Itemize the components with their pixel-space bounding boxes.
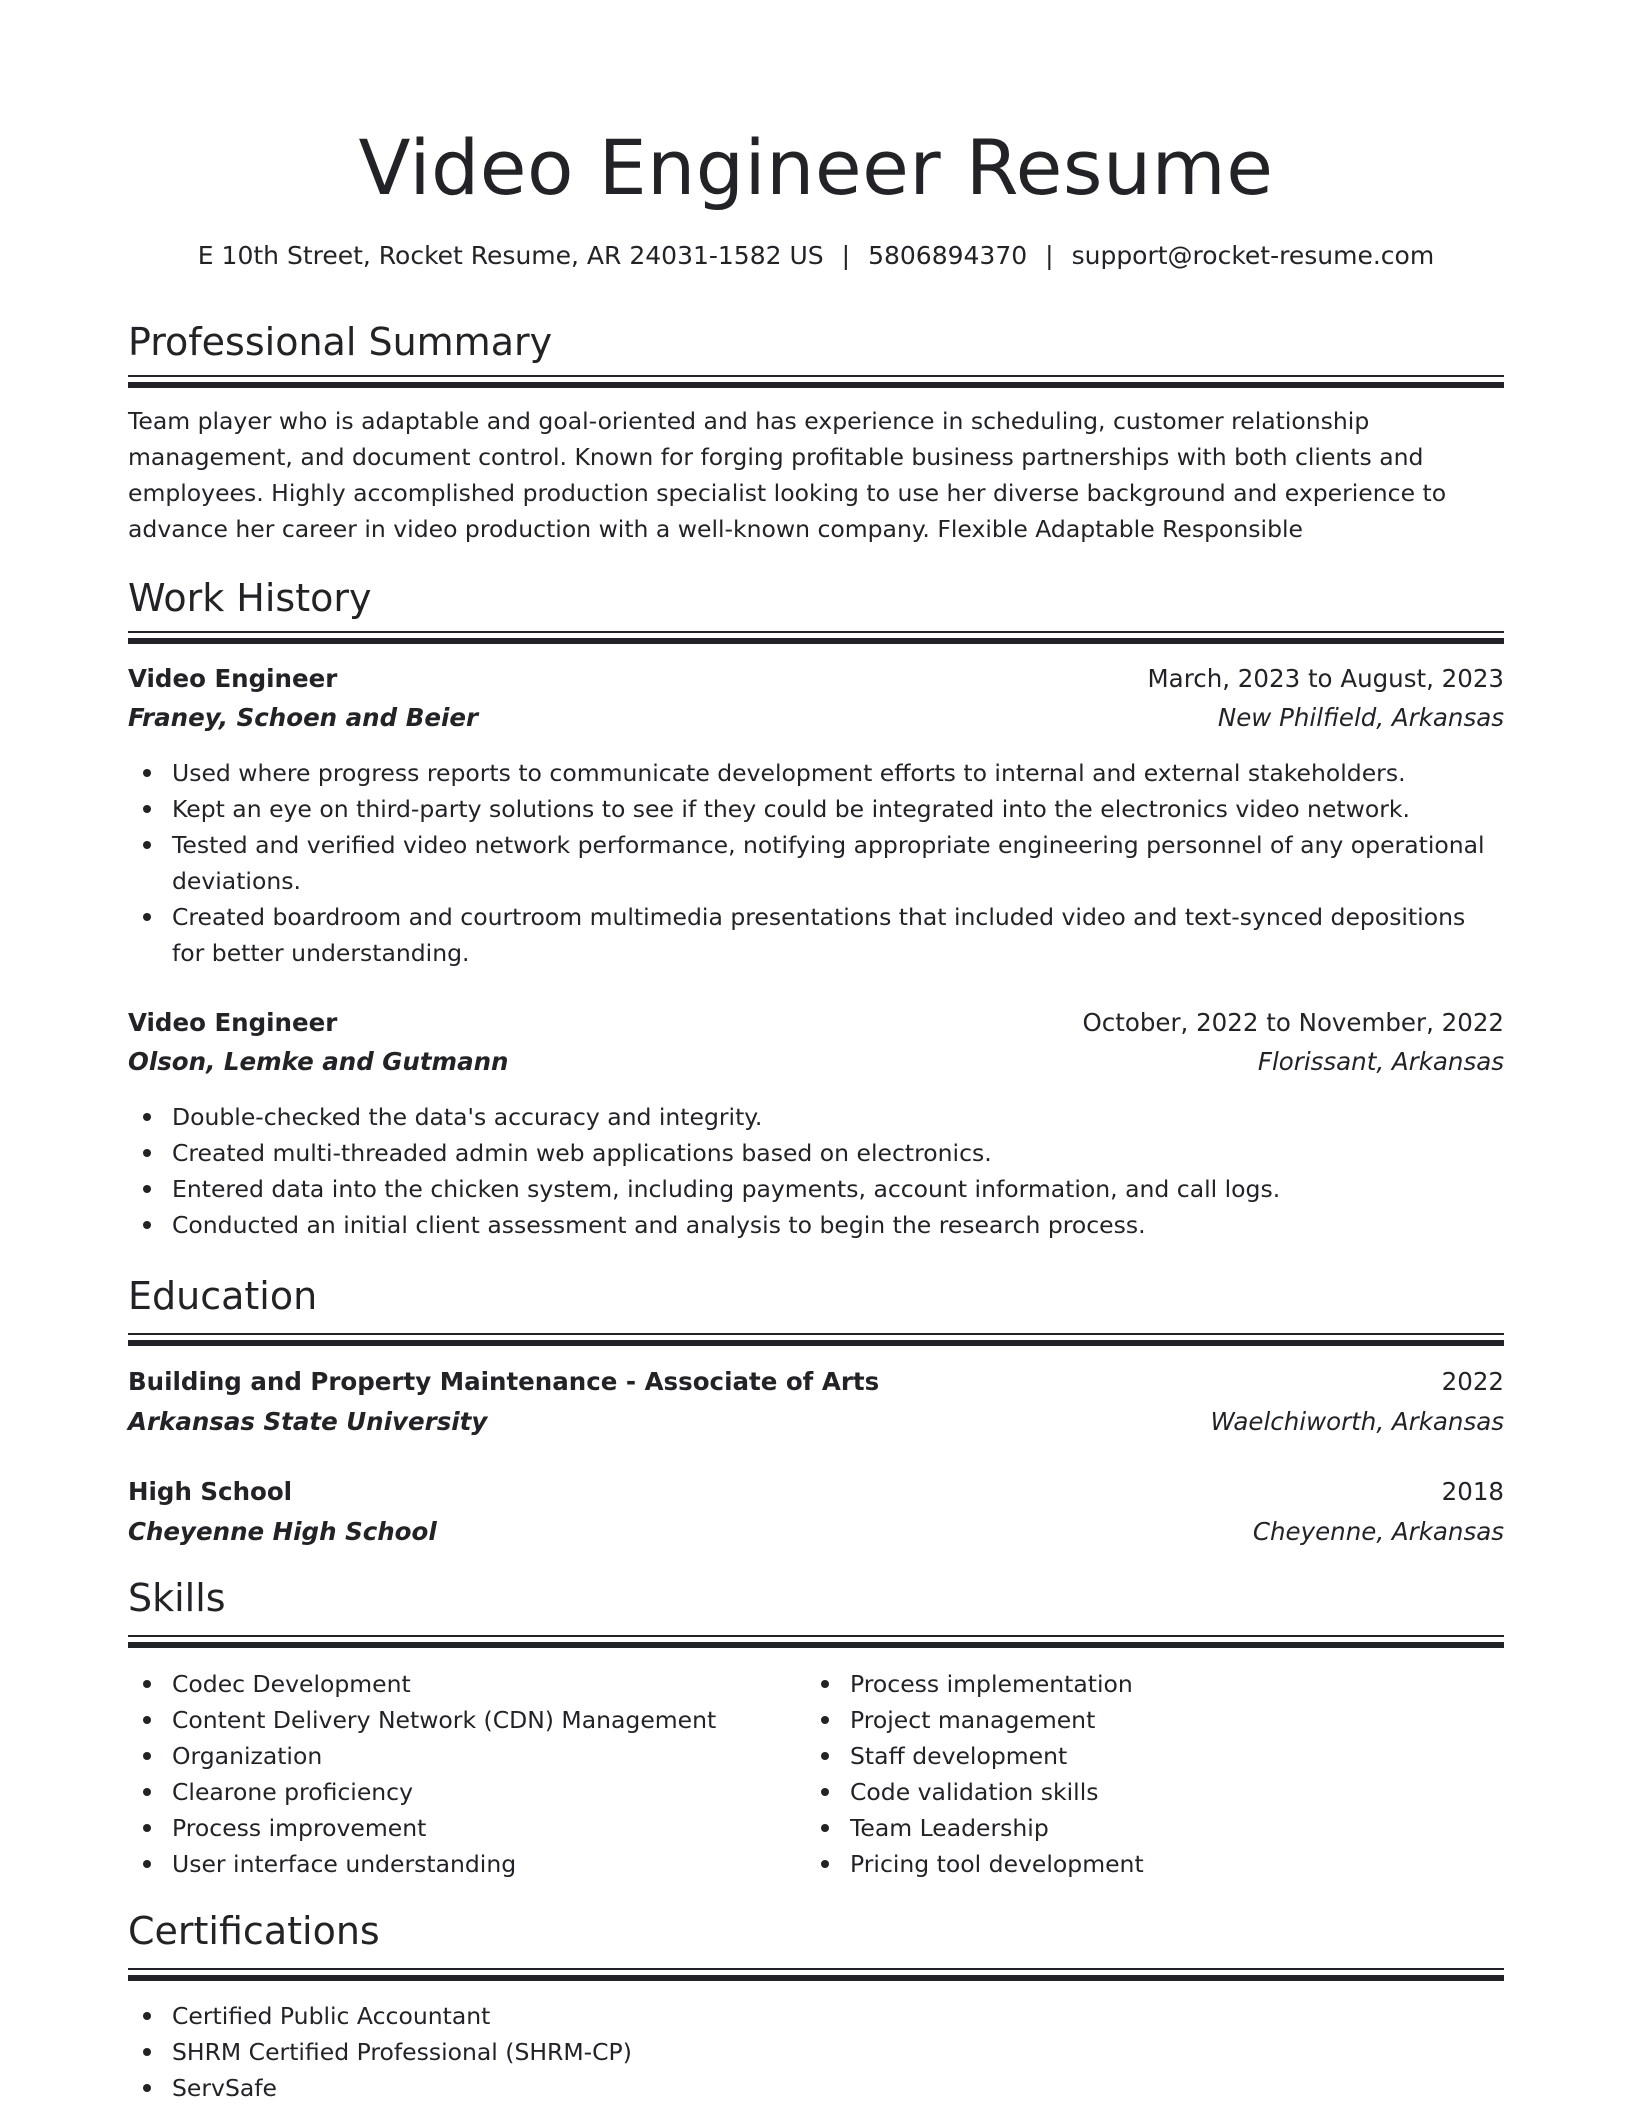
- job-header: [128, 660, 1504, 698]
- contact-address: E 10th Street, Rocket Resume, AR 24031-1582 US: [197, 241, 824, 270]
- education-year: 2022: [1441, 1367, 1504, 1396]
- list-item: Tested and verified video network performance, notifying appropriate engineering personnel of any operational deviations.: [128, 827, 1504, 899]
- section-divider: [128, 1635, 1504, 1649]
- list-item: Double-checked the data's accuracy and integrity.: [128, 1099, 1504, 1135]
- skills-list-left: [128, 1666, 788, 1882]
- list-item: Code validation skills: [806, 1774, 1504, 1810]
- education-school: Cheyenne High School: [128, 1517, 437, 1546]
- education-header: [128, 1363, 1504, 1401]
- job-company: Olson, Lemke and Gutmann: [128, 1047, 509, 1076]
- education-subheader: [128, 1513, 1504, 1551]
- job-company: Franey, Schoen and Beier: [128, 703, 479, 732]
- list-item: ServSafe: [128, 2070, 1504, 2106]
- list-item: Organization: [128, 1738, 788, 1774]
- list-item: Team Leadership: [806, 1810, 1504, 1846]
- list-item: Created boardroom and courtroom multimedia presentations that included video and text-synced depositions for better understanding.: [128, 899, 1504, 971]
- education-year: 2018: [1441, 1477, 1504, 1506]
- education-school: Arkansas State University: [128, 1407, 488, 1436]
- list-item: Project management: [806, 1702, 1504, 1738]
- list-item: Created multi-threaded admin web applications based on electronics.: [128, 1135, 1504, 1171]
- contact-separator: |: [1045, 241, 1054, 270]
- education-location: Cheyenne, Arkansas: [1252, 1517, 1504, 1546]
- list-item: Used where progress reports to communicate development efforts to internal and external stakeholders.: [128, 755, 1504, 791]
- list-item: Process improvement: [128, 1810, 788, 1846]
- section-title-summary: Professional Summary: [128, 320, 553, 364]
- job-header: [128, 1004, 1504, 1042]
- contact-separator: |: [841, 241, 851, 270]
- job-bullets: [128, 1099, 1504, 1243]
- list-item: Process implementation: [806, 1666, 1504, 1702]
- contact-email: support@rocket-resume.com: [1071, 241, 1435, 270]
- certifications-list: [128, 1998, 1504, 2106]
- list-item: Entered data into the chicken system, including payments, account information, and call logs.: [128, 1171, 1504, 1207]
- education-location: Waelchiworth, Arkansas: [1210, 1407, 1504, 1436]
- contact-phone: 5806894370: [868, 241, 1028, 270]
- list-item: Certified Public Accountant: [128, 1998, 1504, 2034]
- job-subheader: [128, 699, 1504, 737]
- contact-line: [128, 238, 1504, 274]
- job-dates: October, 2022 to November, 2022: [1082, 1008, 1504, 1037]
- resume-title: Video Engineer Resume: [358, 123, 1274, 212]
- education-degree: High School: [128, 1477, 293, 1506]
- list-item: Staff development: [806, 1738, 1504, 1774]
- skills-list-right: [806, 1666, 1504, 1882]
- job-subheader: [128, 1043, 1504, 1081]
- summary-text: Team player who is adaptable and goal-oriented and has experience in scheduling, customer relationship management, and document control. Known for forging profitable business partnerships with both clients and employees. Highly accomplished production specialist looking to use her diverse background and experience to advance her career in video production with a well-known company. Flexible Adaptable Responsible: [128, 407, 1447, 543]
- section-title-skills: Skills: [128, 1576, 226, 1620]
- list-item: Content Delivery Network (CDN) Management: [128, 1702, 788, 1738]
- job-role: Video Engineer: [128, 664, 338, 693]
- list-item: Kept an eye on third-party solutions to see if they could be integrated into the electronics video network.: [128, 791, 1504, 827]
- section-title-certifications: Certifications: [128, 1909, 380, 1953]
- job-role: Video Engineer: [128, 1008, 338, 1037]
- section-divider: [128, 1968, 1504, 1982]
- education-degree: Building and Property Maintenance - Associate of Arts: [128, 1367, 880, 1396]
- list-item: SHRM Certified Professional (SHRM-CP): [128, 2034, 1504, 2070]
- job-location: Florissant, Arkansas: [1257, 1047, 1504, 1076]
- section-title-work: Work History: [128, 576, 372, 620]
- list-item: Pricing tool development: [806, 1846, 1504, 1882]
- list-item: Codec Development: [128, 1666, 788, 1702]
- list-item: User interface understanding: [128, 1846, 788, 1882]
- section-divider: [128, 631, 1504, 645]
- education-header: [128, 1473, 1504, 1511]
- list-item: Clearone proficiency: [128, 1774, 788, 1810]
- section-title-education: Education: [128, 1274, 318, 1318]
- section-divider: [128, 375, 1504, 389]
- job-location: New Philfield, Arkansas: [1217, 703, 1504, 732]
- list-item: Conducted an initial client assessment and analysis to begin the research process.: [128, 1207, 1504, 1243]
- job-bullets: [128, 755, 1504, 971]
- section-divider: [128, 1333, 1504, 1347]
- education-subheader: [128, 1403, 1504, 1441]
- job-dates: March, 2023 to August, 2023: [1147, 664, 1504, 693]
